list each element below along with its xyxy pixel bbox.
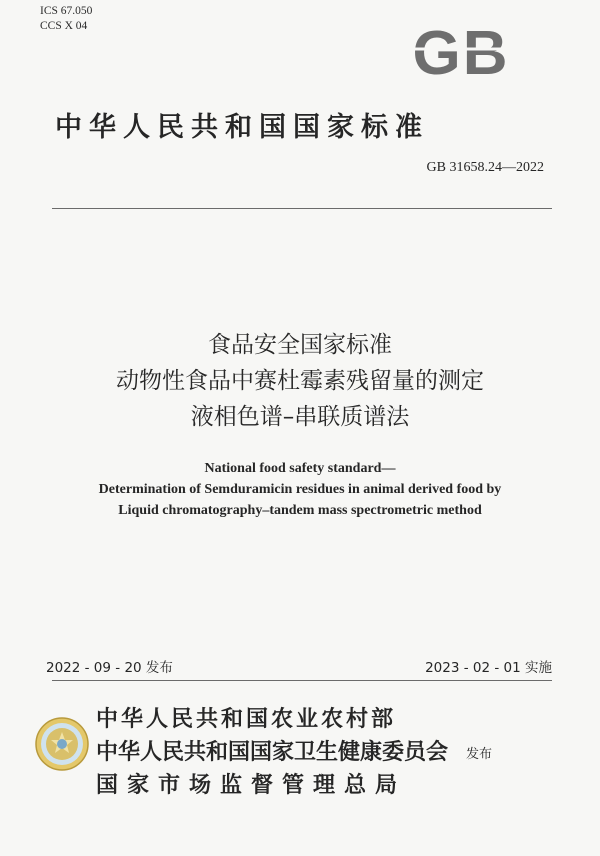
top-divider [52,208,552,209]
ics-code: ICS 67.050 [40,5,93,17]
standard-name: 中华人民共和国国家标准 [55,112,429,143]
chinese-title-line-1: 食品安全国家标准 [208,332,392,358]
bottom-divider [52,680,552,681]
implementation-date: 2023 - 02 - 01 实施 [425,660,552,676]
chinese-title [0,327,600,435]
national-emblem-icon [34,716,90,772]
english-title-line-2: Determination of Semduramicin residues in animal derived food by [98,482,502,497]
classification-codes [40,4,92,34]
english-title-line-3: Liquid chromatography–tandem mass spectrometric method [118,503,482,518]
publish-label: 发布 [466,747,493,762]
gb-logo-text: GB [412,22,510,80]
issuer-national-health-commission: 中华人民共和国国家卫生健康委员会 [96,740,449,765]
issue-date: 2022 - 09 - 20 发布 [46,660,173,676]
english-title [0,458,600,521]
standard-number: GB 31658.24—2022 [426,160,544,175]
issuer-market-regulation: 国家市场监督管理总局 [96,773,407,798]
issuing-authorities [96,703,448,802]
chinese-title-line-2: 动物性食品中赛杜霉素残留量的测定 [116,368,484,394]
ccs-code: CCS X 04 [40,20,88,32]
issuer-ministry-of-agriculture: 中华人民共和国农业农村部 [96,707,397,732]
english-title-line-1: National food safety standard— [204,461,396,476]
chinese-title-line-3: 液相色谱–串联质谱法 [190,404,410,430]
gb-logo [402,22,520,80]
